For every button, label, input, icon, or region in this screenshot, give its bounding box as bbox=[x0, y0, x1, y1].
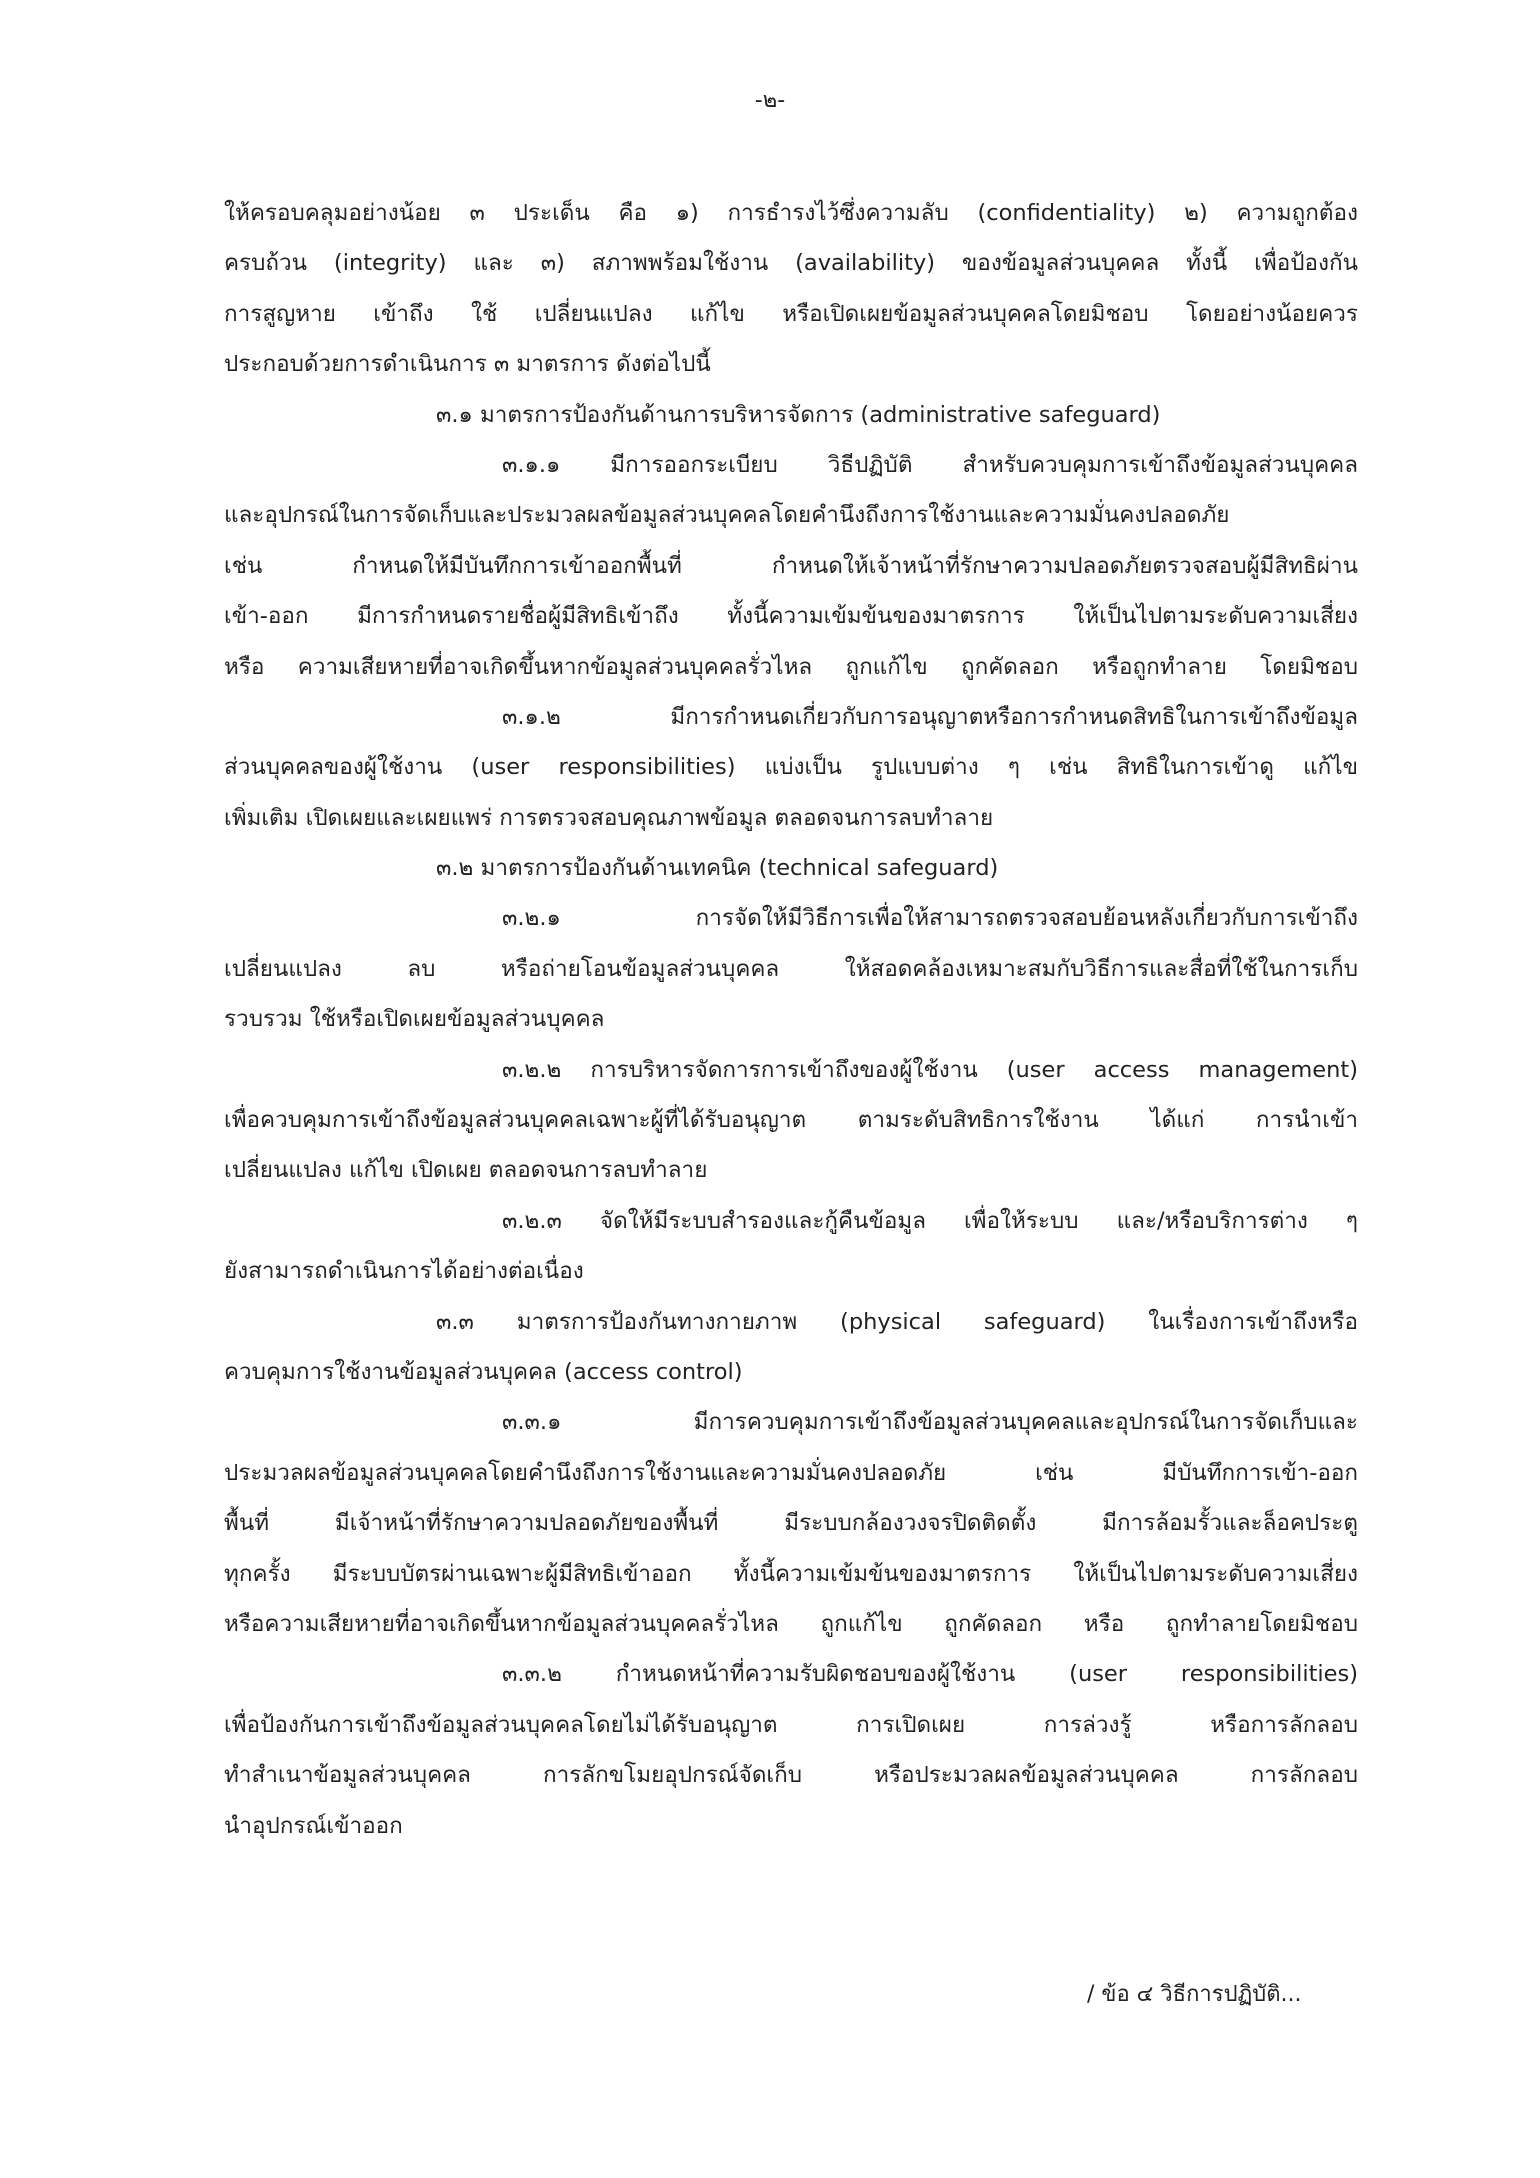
text-line: เปลี่ยนแปลง ลบ หรือถ่ายโอนข้อมูลส่วนบุคคล ให้สอดคล้องเหมาะสมกับวิธีการและสื่อที่ใช้ในการเก็บ bbox=[224, 955, 1358, 982]
text-line: ๓.๒.๒ การบริหารจัดการการเข้าถึงของผู้ใช้งาน (user access management) bbox=[502, 1056, 1358, 1083]
text-line: การสูญหาย เข้าถึง ใช้ เปลี่ยนแปลง แก้ไข หรือเปิดเผยข้อมูลส่วนบุคคลโดยมิชอบ โดยอย่างน้อยควร bbox=[224, 300, 1358, 327]
text-line: เข้า-ออก มีการกำหนดรายชื่อผู้มีสิทธิเข้าถึง ทั้งนี้ความเข้มข้นของมาตรการ ให้เป็นไปตามระดับความเสี่ยง bbox=[224, 603, 1358, 630]
section-heading: ๓.๒ มาตรการป้องกันด้านเทคนิค (technical safeguard) bbox=[436, 855, 999, 882]
text-line: ๓.๑.๑ มีการออกระเบียบ วิธีปฏิบัติ สำหรับควบคุมการเข้าถึงข้อมูลส่วนบุคคล bbox=[502, 451, 1358, 478]
text-line: ให้ครอบคลุมอย่างน้อย ๓ ประเด็น คือ ๑) การธำรงไว้ซึ่งความลับ (confidentiality) ๒) ความถูกต้อง bbox=[224, 200, 1358, 226]
text-line: ประกอบด้วยการดำเนินการ ๓ มาตรการ ดังต่อไปนี้ bbox=[224, 351, 711, 378]
text-line: ๓.๓.๑ มีการควบคุมการเข้าถึงข้อมูลส่วนบุคคลและอุปกรณ์ในการจัดเก็บและ bbox=[502, 1409, 1358, 1436]
text-line: เพิ่มเติม เปิดเผยและเผยแพร่ การตรวจสอบคุณภาพข้อมูล ตลอดจนการลบทำลาย bbox=[224, 804, 994, 831]
text-line: รวบรวม ใช้หรือเปิดเผยข้อมูลส่วนบุคคล bbox=[224, 1006, 605, 1033]
text-line: ๓.๒.๓ จัดให้มีระบบสำรองและกู้คืนข้อมูล เพื่อให้ระบบ และ/หรือบริการต่าง ๆ bbox=[502, 1207, 1358, 1234]
text-line: และอุปกรณ์ในการจัดเก็บและประมวลผลข้อมูลส่วนบุคคลโดยคำนึงถึงการใช้งานและความมั่นคงปลอดภัย bbox=[224, 502, 1230, 529]
continuation-note: / ข้อ ๔ วิธีการปฏิบัติ... bbox=[1087, 1982, 1302, 2007]
text-line: เปลี่ยนแปลง แก้ไข เปิดเผย ตลอดจนการลบทำลาย bbox=[224, 1157, 708, 1184]
page-number: -๒- bbox=[754, 88, 786, 113]
text-line: ครบถ้วน (integrity) และ ๓) สภาพพร้อมใช้งาน (availability) ของข้อมูลส่วนบุคคล ทั้งนี้ เพื่อป้องกัน bbox=[224, 250, 1358, 277]
section-heading: ๓.๑ มาตรการป้องกันด้านการบริหารจัดการ (administrative safeguard) bbox=[436, 401, 1161, 428]
text-line: เพื่อป้องกันการเข้าถึงข้อมูลส่วนบุคคลโดยไม่ได้รับอนุญาต การเปิดเผย การล่วงรู้ หรือการลักลอบ bbox=[224, 1711, 1358, 1738]
text-line: ทุกครั้ง มีระบบบัตรผ่านเฉพาะผู้มีสิทธิเข้าออก ทั้งนี้ความเข้มข้นของมาตรการ ให้เป็นไปตามระดับความเสี่ยง bbox=[224, 1560, 1358, 1587]
text-line: ๓.๓.๒ กำหนดหน้าที่ความรับผิดชอบของผู้ใช้งาน (user responsibilities) bbox=[502, 1661, 1358, 1688]
text-line: เช่น กำหนดให้มีบันทึกการเข้าออกพื้นที่ กำหนดให้เจ้าหน้าที่รักษาความปลอดภัยตรวจสอบผู้มีสิทธิผ่าน bbox=[224, 552, 1358, 579]
text-line: ๓.๒.๑ การจัดให้มีวิธีการเพื่อให้สามารถตรวจสอบย้อนหลังเกี่ยวกับการเข้าถึง bbox=[502, 905, 1358, 932]
text-line: เพื่อควบคุมการเข้าถึงข้อมูลส่วนบุคคลเฉพาะผู้ที่ได้รับอนุญาต ตามระดับสิทธิการใช้งาน ได้แก่ การนำเข้า bbox=[224, 1107, 1358, 1134]
text-line: นำอุปกรณ์เข้าออก bbox=[224, 1812, 403, 1839]
text-line: หรือ ความเสียหายที่อาจเกิดขึ้นหากข้อมูลส่วนบุคคลรั่วไหล ถูกแก้ไข ถูกคัดลอก หรือถูกทำลาย โดยมิชอบ bbox=[224, 653, 1358, 680]
text-line: ประมวลผลข้อมูลส่วนบุคคลโดยคำนึงถึงการใช้งานและความมั่นคงปลอดภัย เช่น มีบันทึกการเข้า-ออก bbox=[224, 1459, 1358, 1486]
document-body bbox=[224, 188, 1358, 1851]
text-line: ๓.๑.๒ มีการกำหนดเกี่ยวกับการอนุญาตหรือการกำหนดสิทธิในการเข้าถึงข้อมูล bbox=[502, 703, 1358, 730]
text-line: พื้นที่ มีเจ้าหน้าที่รักษาความปลอดภัยของพื้นที่ มีระบบกล้องวงจรปิดติดตั้ง มีการล้อมรั้วและล็อคประตู bbox=[224, 1510, 1358, 1537]
text-line: ยังสามารถดำเนินการได้อย่างต่อเนื่อง bbox=[224, 1258, 584, 1285]
text-line: ส่วนบุคคลของผู้ใช้งาน (user responsibilities) แบ่งเป็น รูปแบบต่าง ๆ เช่น สิทธิในการเข้าดู แก้ไข bbox=[224, 754, 1358, 781]
section-heading: ๓.๓ มาตรการป้องกันทางกายภาพ (physical safeguard) ในเรื่องการเข้าถึงหรือ bbox=[436, 1308, 1358, 1335]
text-line: ควบคุมการใช้งานข้อมูลส่วนบุคคล (access control) bbox=[224, 1358, 743, 1385]
text-line: หรือความเสียหายที่อาจเกิดขึ้นหากข้อมูลส่วนบุคคลรั่วไหล ถูกแก้ไข ถูกคัดลอก หรือ ถูกทำลายโดยมิชอบ bbox=[224, 1610, 1358, 1637]
text-line: ทำสำเนาข้อมูลส่วนบุคคล การลักขโมยอุปกรณ์จัดเก็บ หรือประมวลผลข้อมูลส่วนบุคคล การลักลอบ bbox=[224, 1762, 1358, 1789]
